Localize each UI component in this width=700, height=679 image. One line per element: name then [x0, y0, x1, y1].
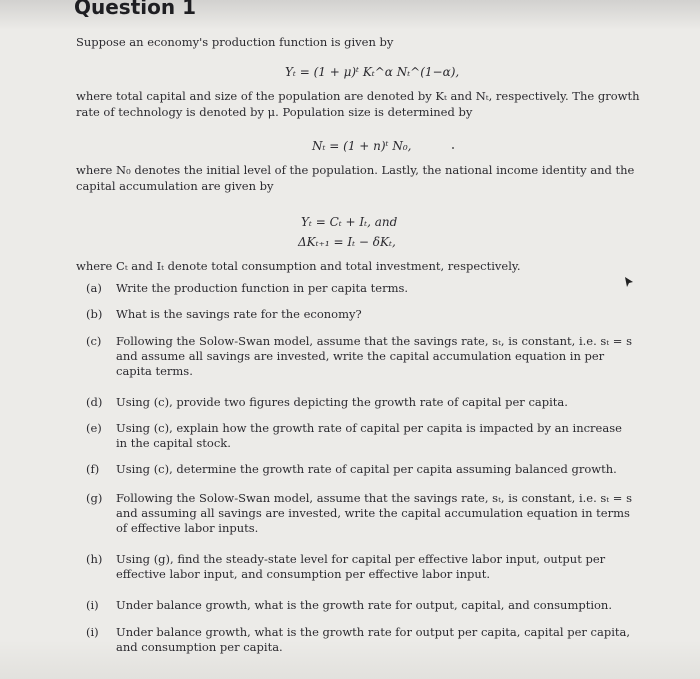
item-label: (i)	[86, 625, 99, 639]
item-text: Using (c), provide two figures depicting the growth rate of capital per capita.	[116, 395, 568, 409]
item-text: Under balance growth, what is the growth rate for output, capital, and consumption.	[116, 598, 612, 612]
item-label: (a)	[86, 281, 102, 295]
item-label: (c)	[86, 334, 102, 348]
question-item-h	[86, 552, 646, 582]
question-item-d	[86, 395, 646, 410]
item-text: Write the production function in per capita terms.	[116, 281, 409, 295]
question-item-c	[86, 334, 646, 379]
question-item-e	[86, 421, 646, 451]
item-label: (i)	[86, 598, 99, 612]
intro-paragraph: Suppose an economy's production function is given by	[76, 35, 394, 49]
question-item-b	[86, 307, 646, 322]
item-text: Under balance growth, what is the growth rate for output per capita, capital per capita, and consumption per capita.	[116, 625, 631, 654]
item-label: (b)	[86, 307, 103, 321]
item-text: What is the savings rate for the economy?	[116, 307, 362, 321]
item-label: (d)	[86, 395, 103, 409]
capital-accumulation-equation: ΔKₜ₊₁ = Iₜ − δKₜ,	[298, 235, 396, 249]
population-paragraph: where N₀ denotes the initial level of the population. Lastly, the national income identity and the capital accumulation are given by	[76, 163, 635, 193]
production-function-equation: Yₜ = (1 + μ)ᵗ Kₜ^α Nₜ^(1−α),	[285, 65, 460, 79]
question-title: Question 1	[74, 0, 196, 19]
income-identity-equation: Yₜ = Cₜ + Iₜ, and	[301, 215, 398, 229]
capital-paragraph: where total capital and size of the population are denoted by Kₜ and Nₜ, respectively. The growth rate of technology is denoted by μ. Population size is determined by	[76, 89, 640, 119]
question-item-j	[86, 625, 646, 655]
item-text: Using (g), find the steady-state level for capital per effective labor input, output per effective labor input, and consumption per effective labor input.	[116, 552, 606, 581]
item-text: Following the Solow-Swan model, assume that the savings rate, sₜ, is constant, i.e. sₜ = s and assuming all savings are invested, write the capital accumulation equation in terms of effective labor inputs.	[116, 491, 632, 535]
question-item-a	[86, 281, 646, 296]
consumption-paragraph: where Cₜ and Iₜ denote total consumption and total investment, respectively.	[76, 259, 521, 273]
item-label: (f)	[86, 462, 100, 476]
item-text: Following the Solow-Swan model, assume that the savings rate, sₜ, is constant, i.e. sₜ = s and assume all savings are invested, write the capital accumulation equation in per capita terms.	[116, 334, 632, 378]
population-equation: Nₜ = (1 + n)ᵗ N₀,	[312, 139, 412, 153]
item-text: Using (c), explain how the growth rate of capital per capita is impacted by an increase in the capital stock.	[116, 421, 622, 450]
question-item-g	[86, 491, 646, 536]
question-item-i	[86, 598, 646, 613]
item-text: Using (c), determine the growth rate of capital per capita assuming balanced growth.	[116, 462, 617, 476]
mouse-cursor-icon	[624, 276, 634, 288]
stray-dot	[452, 147, 454, 149]
item-label: (g)	[86, 491, 103, 505]
item-label: (h)	[86, 552, 103, 566]
item-label: (e)	[86, 421, 102, 435]
question-item-f	[86, 462, 646, 477]
